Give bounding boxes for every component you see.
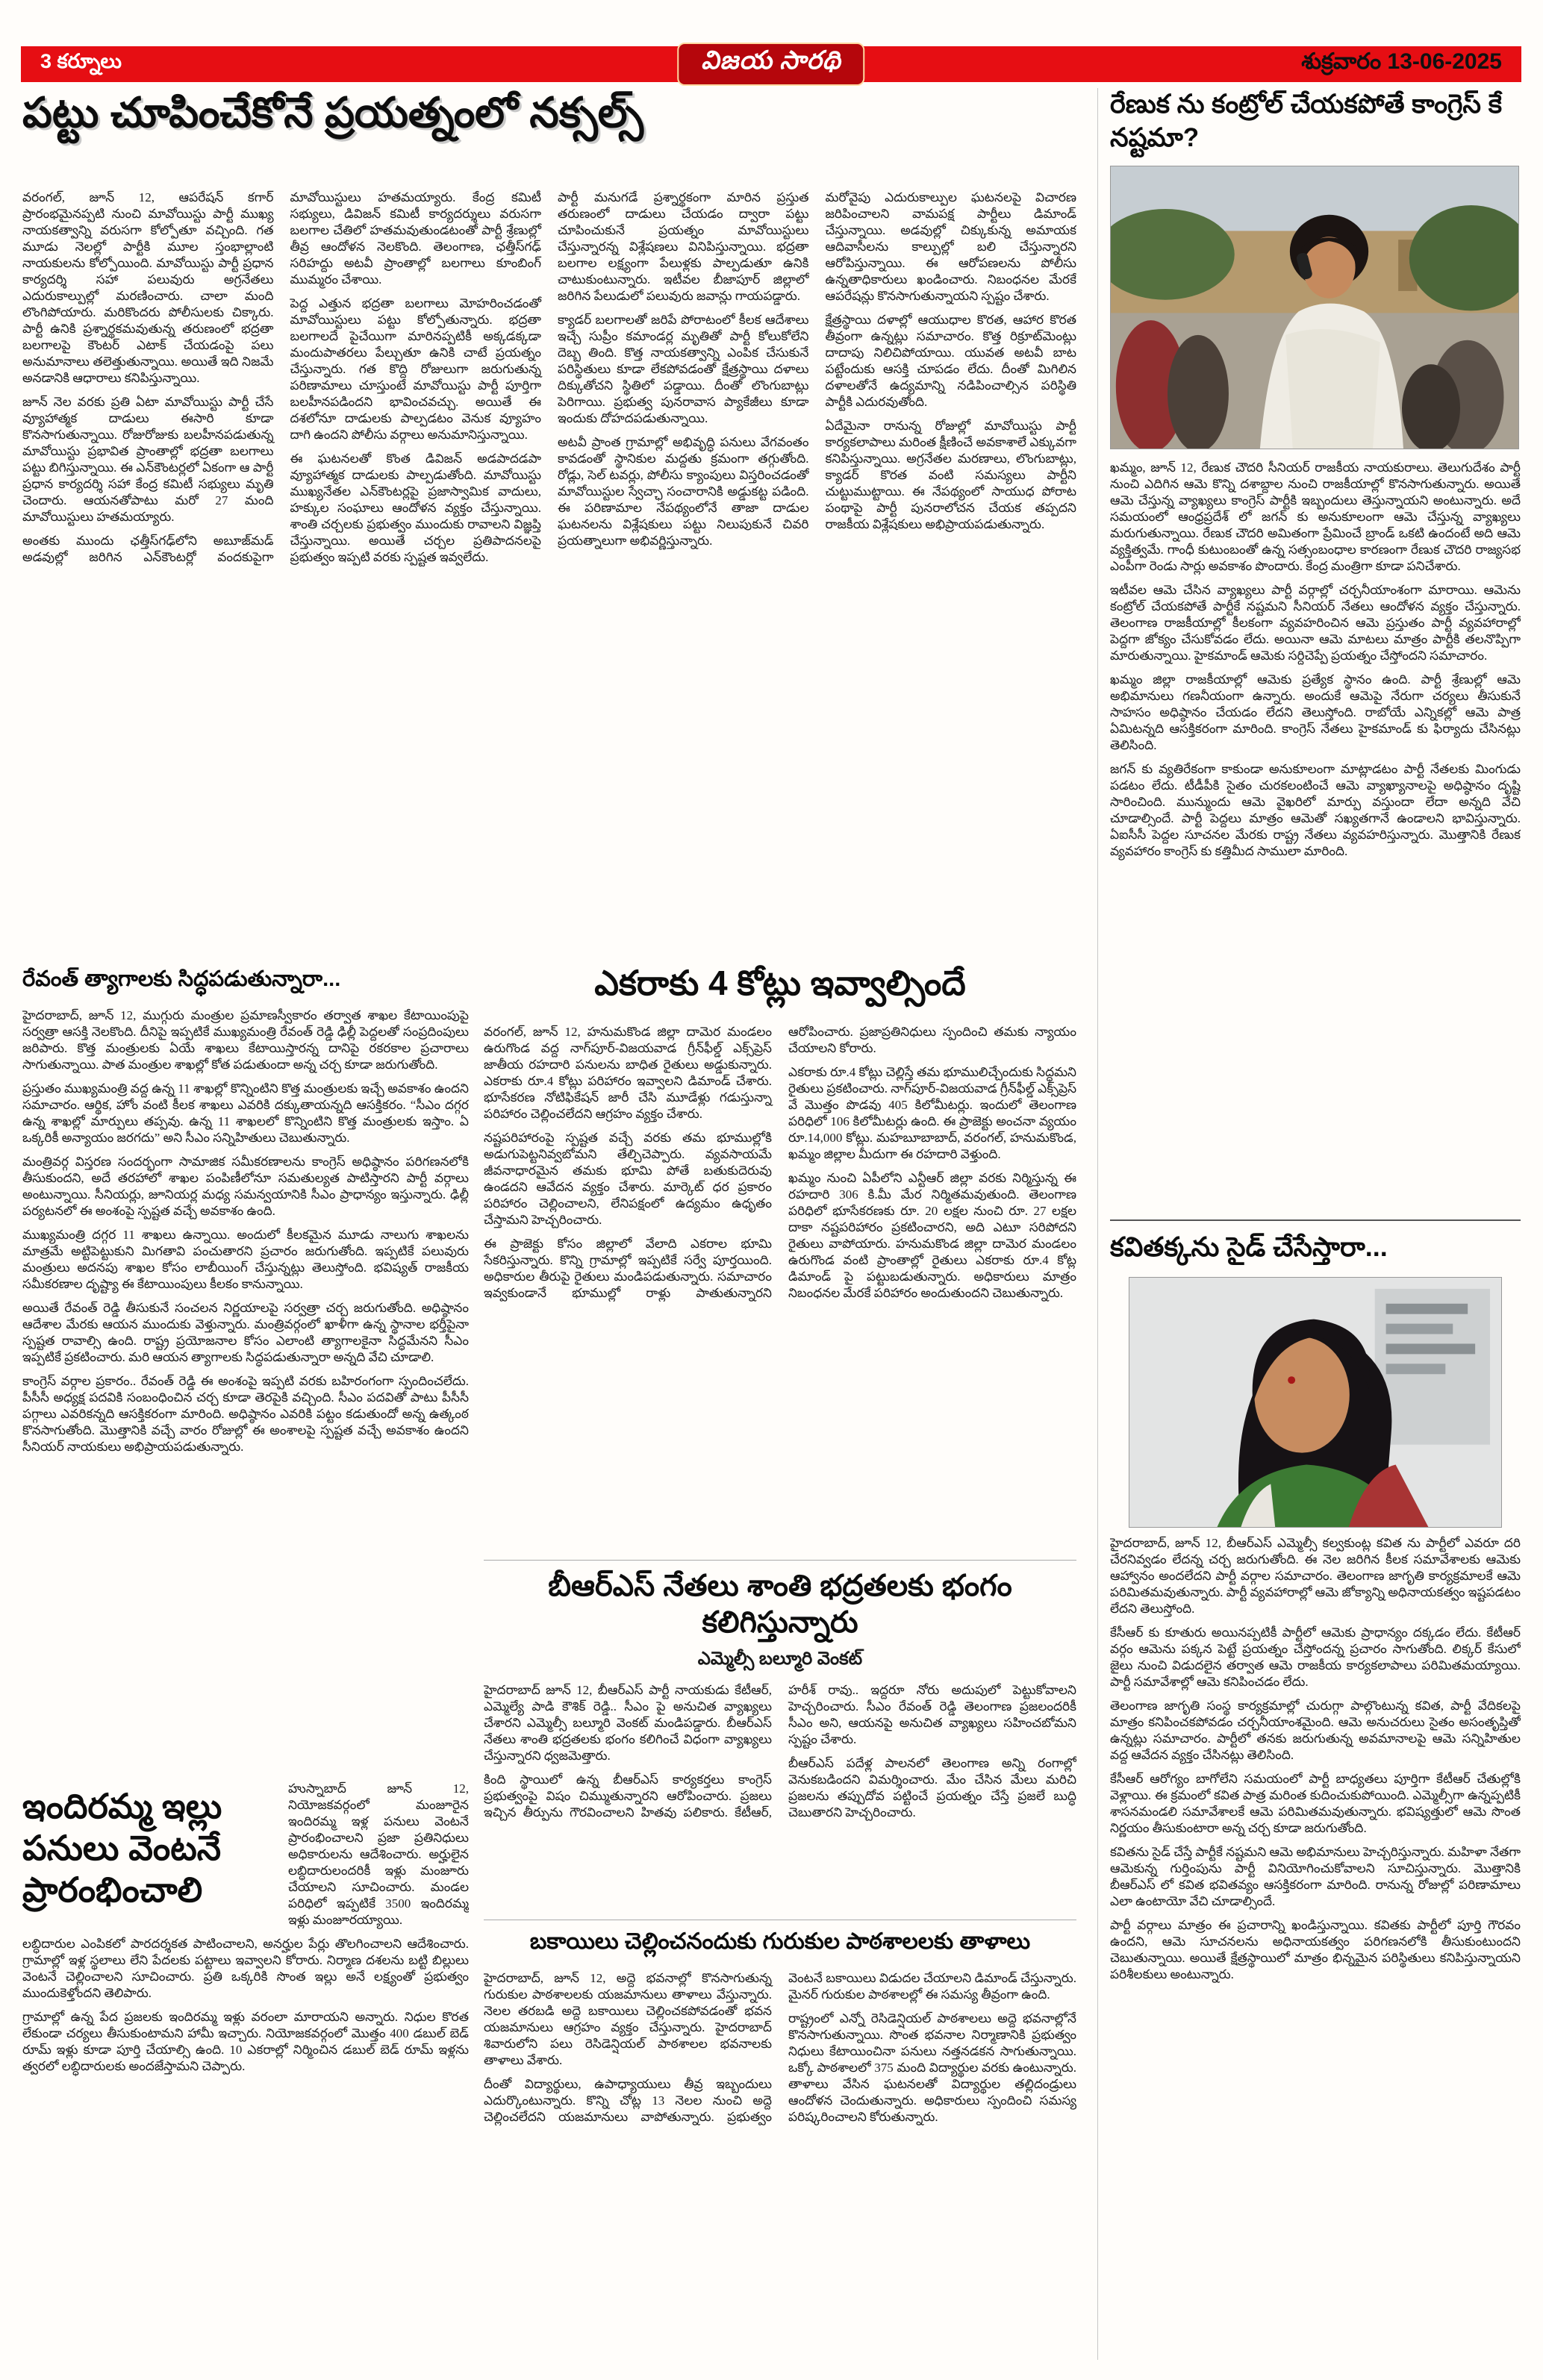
paragraph: హైదరాబాద్, జూన్ 12, ముగ్గురు మంత్రుల ప్రమాణస్వీకారం తర్వాత శాఖల కేటాయింపుపై సర్వత్రా ఆసక్తి నెలకొంది. దీనిపై ఇప్పటికే ముఖ్యమంత్రి రేవంత్ రెడ్డి ఢిల్లీ పెద్దలతో సంప్రదింపులు జరిపారు. కొత్త మంత్రులకు ఏయే శాఖలు కేటాయిస్తారన్న దానిపై రకరకాల ప్రచారాలు సాగుతున్నాయి. పాత మంత్రుల శాఖల్లో కోత పడుతుందా అన్న చర్చ కూడా జరుగుతోంది. xyxy=(22,1008,469,1072)
indiramma-headline: ఇందిరమ్మ ఇల్లు పనులు వెంటనే ప్రారంభించాలి xyxy=(22,1787,222,1910)
paragraph: హైదరాబాద్ జూన్ 12, బీఆర్ఎస్ పార్టీ నాయకుడు కేటీఆర్, ఎమ్మెల్యే పాడి కౌశిక్ రెడ్డి.. సీఎం పై అనుచిత వ్యాఖ్యలు చేశారని ఎమ్మెల్సీ బల్మూరి వెంకట్ మండిపడ్డారు. బీఆర్ఎస్ నేతలు శాంతి భద్రతలకు భంగం కలిగించే విధంగా వ్యాఖ్యలు చేస్తున్నారని ధ్వజమెత్తారు. xyxy=(484,1682,772,1763)
gurukula-article xyxy=(484,1920,1076,2355)
paragraph: కవితను సైడ్ చేస్తే పార్టీకే నష్టమని ఆమె అభిమానులు హెచ్చరిస్తున్నారు. మహిళా నేతగా ఆమెకున్న గుర్తింపును పార్టీ వినియోగించుకోవాలని సూచిస్తున్నారు. మొత్తానికి బీఆర్ఎస్ లో కవిత భవితవ్యం ఆసక్తికరంగా మారింది. రానున్న రోజుల్లో పరిణామాలు ఎలా ఉంటాయో వేచి చూడాల్సిందే. xyxy=(1110,1844,1521,1908)
paragraph: హైదరాబాద్, జూన్ 12, అద్దె భవనాల్లో కొనసాగుతున్న గురుకుల పాఠశాలలకు యజమానులు తాళాలు వేస్తున్నారు. నెలల తరబడి అద్దె బకాయిలు చెల్లించకపోవడంతో భవన యజమానులు ఆగ్రహం వ్యక్తం చేస్తున్నారు. హైదరాబాద్ శివారులోని పలు రెసిడెన్షియల్ పాఠశాలల భవనాలకు తాళాలు వేశారు. xyxy=(484,1971,772,2067)
masthead-bar xyxy=(21,46,1521,82)
paragraph: ఖమ్మం జిల్లా రాజకీయాల్లో ఆమెకు ప్రత్యేక స్థానం ఉంది. పార్టీ శ్రేణుల్లో ఆమె అభిమానులు గణనీయంగా ఉన్నారు. అందుకే ఆమెపై నేరుగా చర్యలు తీసుకునే సాహసం అధిష్ఠానం చేయడం లేదని తెలుస్తోంది. రాబోయే ఎన్నికల్లో ఆమె పాత్ర ఏమిటన్నది ఆసక్తికరంగా మారింది. కాంగ్రెస్ నేతలు హైకమాండ్ కు ఫిర్యాదు చేసినట్లు తెలిసింది. xyxy=(1110,672,1521,752)
paragraph: క్షేత్రస్థాయి దళాల్లో ఆయుధాల కొరత, ఆహార కొరత తీవ్రంగా ఉన్నట్లు సమాచారం. కొత్త రిక్రూట్‌మెంట్లు దాదాపు నిలిచిపోయాయి. యువత అటవీ బాట పట్టేందుకు ఆసక్తి చూపడం లేదు. దీంతో మిగిలిన దళాలతోనే ఉద్యమాన్ని నడిపించాల్సిన పరిస్థితి పార్టీకి ఎదురవుతోంది. xyxy=(825,313,1076,409)
paragraph: కేసీఆర్ ఆరోగ్యం బాగోలేని సమయంలో పార్టీ బాధ్యతలు పూర్తిగా కేటీఆర్ చేతుల్లోకి వెళ్లాయి. ఈ క్రమంలో కవిత పాత్ర మరింత కుదించుకుపోయింది. ఎమ్మెల్సీగా ఉన్నప్పటికీ శాసనమండలి సమావేశాలకే ఆమె పరిమితమవుతున్నారు. భవిష్యత్తులో ఆమె సొంత నిర్ణయం తీసుకుంటారా అన్న చర్చ కూడా జరుగుతోంది. xyxy=(1110,1771,1521,1835)
renuka-article-body xyxy=(1110,460,1521,1208)
right-rail xyxy=(1097,88,1521,2360)
brs-headline: బీఆర్ఎస్ నేతలు శాంతి భద్రతలకు భంగం కలిగిస్తున్నారు xyxy=(548,1570,1012,1639)
paragraph: కింది స్థాయిలో ఉన్న బీఆర్ఎస్ కార్యకర్తలు కాంగ్రెస్ ప్రభుత్వంపై విషం చిమ్ముతున్నారని ఆరోపించారు. ప్రజలు ఇచ్చిన తీర్పును గౌరవించాలని హితవు పలికారు. కేటీఆర్, హరీశ్ రావు.. ఇద్దరూ నోరు అదుపులో పెట్టుకోవాలని హెచ్చరించారు. సీఎం రేవంత్ రెడ్డి తెలంగాణ ప్రజలందరికీ సీఎం అని, ఆయనపై అనుచిత వ్యాఖ్యలు సహించబోమని స్పష్టం చేశారు. xyxy=(484,1682,1076,1820)
paragraph: క్యాడర్ బలగాలతో జరిపే పోరాటంలో కీలక ఆదేశాలు ఇచ్చే సుప్రీం కమాండర్ల మృతితో పార్టీ కోలుకోలేని దెబ్బ తింది. కొత్త నాయకత్వాన్ని ఎంపిక చేసుకునే పరిస్థితులు కూడా లేకపోవడంతో క్షేత్రస్థాయి దళాలు దిక్కుతోచని స్థితిలో పడ్డాయి. దీంతో లొంగుబాట్లు పెరిగాయి. ప్రభుత్వ పునరావాస ప్యాకేజీలు కూడా ఇందుకు దోహదపడుతున్నాయి. xyxy=(558,313,809,425)
paragraph: దీంతో విద్యార్థులు, ఉపాధ్యాయులు తీవ్ర ఇబ్బందులు ఎదుర్కొంటున్నారు. కొన్ని చోట్ల 13 నెలల నుంచి అద్దె చెల్లించలేదని యజమానులు వాపోతున్నారు. ప్రభుత్వం వెంటనే బకాయిలు విడుదల చేయాలని డిమాండ్ చేస్తున్నారు. మైనర్ గురుకుల పాఠశాలల్లో ఈ సమస్య తీవ్రంగా ఉంది. xyxy=(484,1971,1076,2124)
paragraph: మంత్రివర్గ విస్తరణ సందర్భంగా సామాజిక సమీకరణాలను కాంగ్రెస్ అధిష్ఠానం పరిగణనలోకి తీసుకుందని, అదే తరహాలో శాఖల పంపిణీలోనూ సమతుల్యత పాటిస్తారని పార్టీ వర్గాలు అంటున్నాయి. సీనియర్లు, జూనియర్ల మధ్య సమన్వయానికి సీఎం ప్రాధాన్యం ఇస్తున్నారు. ఢిల్లీ పర్యటనలో ఈ అంశంపై స్పష్టత వచ్చే అవకాశం ఉంది. xyxy=(22,1155,469,1218)
ekaraku-article xyxy=(484,963,1076,1548)
gurukula-article-body xyxy=(484,1970,1076,2333)
date-label: శుక్రవారం 13-06-2025 xyxy=(1301,49,1502,74)
masthead-title: విజయ సారథి xyxy=(677,43,864,86)
paragraph: ఖమ్మం, జూన్ 12, రేణుక చౌదరి సీనియర్ రాజకీయ నాయకురాలు. తెలుగుదేశం పార్టీ నుంచి ఎదిగిన ఆమె కొన్ని దశాబ్దాల నుంచి రాజకీయాల్లో కొనసాగుతున్నారు. అయితే ఆమె చేస్తున్న వ్యాఖ్యలు కాంగ్రెస్ పార్టీకి ఇబ్బందులు తెస్తున్నాయని అంటున్నారు. అదే సమయంలో ఆంధ్రప్రదేశ్ లో జగన్ కు అనుకూలంగా ఆమె చేస్తున్న వ్యాఖ్యలు మరుగుతున్నాయి. రేణుక చౌదరి అమితంగా ప్రేమించే బ్రాండ్ ఒకటి ఉందంటే అది ఆమె వ్యక్తిత్వమే. గాంధీ కుటుంబంతో ఉన్న సత్సంబంధాల కారణంగా రేణుక చౌదరి రాజ్యసభ ఎంపీగా రెండు సార్లు అవకాశం పొందారు. కేంద్ర మంత్రిగా కూడా పనిచేశారు. xyxy=(1110,460,1521,573)
paragraph: పార్టీ మనుగడే ప్రశ్నార్థకంగా మారిన ప్రస్తుత తరుణంలో దాడులు చేయడం ద్వారా పట్టు చూపించుకునే ప్రయత్నం మావోయిస్టులు చేస్తున్నారన్న విశ్లేషణలు వినిపిస్తున్నాయి. భద్రతా బలగాల లక్ష్యంగా పేలుళ్లకు పాల్పడుతూ ఉనికి చాటుకుంటున్నారు. ఇటీవల బీజాపూర్ జిల్లాలో జరిగిన పేలుడులో పలువురు జవాన్లు గాయపడ్డారు. xyxy=(558,190,809,303)
kavitha-article-body xyxy=(1110,1535,1521,2296)
renuka-photo-illustration xyxy=(1111,166,1518,449)
paragraph: ఖమ్మం నుంచి ఏపీలోని ఎన్టీఆర్ జిల్లా వరకు నిర్మిస్తున్న ఈ రహదారి 306 కి.మీ మేర నిర్మితమవుతుంది. తెలంగాణ పరిధిలో భూసేకరణకు రూ. 20 లక్షల నుంచి రూ. 27 లక్షల దాకా నష్టపరిహారం ప్రకటించారని, అది ఎటూ సరిపోదని రైతులు వాపోయారు. హనుమకొండ జిల్లా దామెర మండలం ఉరుగొండ వంటి ప్రాంతాల్లో రైతులు ఎకరాకు రూ.4 కోట్ల డిమాండ్ పై పట్టుబడుతున్నారు. అధికారులు మాత్రం నిబంధనల మేరకే పరిహారం అందుతుందని చెబుతున్నారు. xyxy=(788,1171,1076,1300)
paragraph: హైదరాబాద్, జూన్ 12, బీఆర్ఎస్ ఎమ్మెల్సీ కల్వకుంట్ల కవిత ను పార్టీలో ఎవరూ దరి చేరనివ్వడం లేదన్న చర్చ జరుగుతోంది. ఈ నెల జరిగిన కీలక సమావేశాలకు ఆమెకు ఆహ్వానం అందలేదని పార్టీ వర్గాల సమాచారం. తెలంగాణ జాగృతి కార్యక్రమాలకే ఆమె పరిమితమవుతున్నారు. పార్టీ వ్యవహారాల్లో ఆమె జోక్యాన్ని అధినాయకత్వం ఇష్టపడటం లేదని తెలుస్తోంది. xyxy=(1110,1535,1521,1616)
kavitha-photo-illustration xyxy=(1129,1278,1501,1527)
paragraph: పార్టీ వర్గాలు మాత్రం ఈ ప్రచారాన్ని ఖండిస్తున్నాయి. కవితకు పార్టీలో పూర్తి గౌరవం ఉందని, ఆమె సూచనలను అధినాయకత్వం పరిగణనలోకి తీసుకుంటుందని చెబుతున్నాయి. అయితే క్షేత్రస్థాయిలో మాత్రం భిన్నమైన పరిస్థితులు కనిపిస్తున్నాయని పరిశీలకులు అంటున్నారు. xyxy=(1110,1917,1521,1981)
paragraph: ఇటీవల ఆమె చేసిన వ్యాఖ్యలు పార్టీ వర్గాల్లో చర్చనీయాంశంగా మారాయి. ఆమెను కంట్రోల్ చేయకపోతే పార్టీకే నష్టమని సీనియర్ నేతలు ఆందోళన వ్యక్తం చేస్తున్నారు. తెలంగాణ రాజకీయాల్లో కీలకంగా వ్యవహరించిన ఆమె ప్రస్తుతం పార్టీ వ్యవహారాల్లో పెద్దగా జోక్యం చేసుకోవడం లేదు. అయినా ఆమె మాటలు మాత్రం పార్టీకి తలనొప్పిగా మారుతున్నాయి. హైకమాండ్ ఆమెకు సర్దిచెప్పే ప్రయత్నం చేస్తోందని సమాచారం. xyxy=(1110,582,1521,663)
paragraph: అటవీ ప్రాంత గ్రామాల్లో అభివృద్ధి పనులు వేగవంతం కావడంతో స్థానికుల మద్దతు క్రమంగా తగ్గుతోంది. రోడ్లు, సెల్ టవర్లు, పోలీసు క్యాంపులు విస్తరించడంతో మావోయిస్టుల స్వేచ్ఛా సంచారానికి అడ్డుకట్ట పడింది. ఈ పరిణామాల నేపథ్యంలోనే తాజా దాడుల ఘటనలను విశ్లేషకులు పట్టు నిలుపుకునే చివరి ప్రయత్నాలుగా అభివర్ణిస్తున్నారు. xyxy=(558,435,809,548)
paragraph: ఈ ప్రాజెక్టు కోసం జిల్లాలో వేలాది ఎకరాల భూమి సేకరిస్తున్నారు. కొన్ని గ్రామాల్లో ఇప్పటికే సర్వే పూర్తయింది. అధికారుల తీరుపై రైతులు మండిపడుతున్నారు. సమాచారం ఇవ్వకుండానే భూముల్లో రాళ్లు పాతుతున్నారని ఆరోపించారు. ప్రజాప్రతినిధులు స్పందించి తమకు న్యాయం చేయాలని కోరారు. xyxy=(484,1025,1076,1300)
paragraph: ఎకరాకు రూ.4 కోట్లు చెల్లిస్తే తమ భూములిచ్చేందుకు సిద్ధమని రైతులు ప్రకటించారు. నాగ్‌పూర్-విజయవాడ గ్రీన్‌ఫీల్డ్ ఎక్స్‌ప్రెస్ వే మొత్తం పొడవు 405 కిలోమీటర్లు. ఇందులో తెలంగాణ పరిధిలో 106 కిలోమీటర్లు ఉంది. ఈ ప్రాజెక్టు అంచనా వ్యయం రూ.14,000 కోట్లు. మహబూబాబాద్, వరంగల్, హనుమకొండ, ఖమ్మం జిల్లాల మీదుగా ఈ రహదారి వెళ్తుంది. xyxy=(788,1065,1076,1161)
paragraph: అయితే రేవంత్ రెడ్డి తీసుకునే సంచలన నిర్ణయాలపై సర్వత్రా చర్చ జరుగుతోంది. అధిష్ఠానం ఆదేశాల మేరకు ఆయన ముందుకు వెళ్తున్నారు. మంత్రివర్గంలో ఖాళీగా ఉన్న స్థానాల భర్తీపైనా స్పష్టత రావాల్సి ఉంది. రాష్ట్ర ప్రయోజనాల కోసం ఎలాంటి త్యాగాలకైనా సిద్ధమేనని సీఎం ఇప్పటికే ప్రకటించారు. మరి ఆయన త్యాగాలకు సిద్ధపడుతున్నారా అన్నది వేచి చూడాలి. xyxy=(22,1301,469,1364)
page-edition-label: 3 కర్నూలు xyxy=(40,50,122,72)
paragraph: మరోవైపు ఎదురుకాల్పుల ఘటనలపై విచారణ జరిపించాలని వామపక్ష పార్టీలు డిమాండ్ చేస్తున్నాయి. అడవుల్లో చిక్కుకున్న అమాయక ఆదివాసీలను కాల్పుల్లో బలి చేస్తున్నారని ఆరోపిస్తున్నాయి. ఈ ఆరోపణలను పోలీసు ఉన్నతాధికారులు ఖండించారు. నిబంధనల మేరకే ఆపరేషన్లు కొనసాగుతున్నాయని స్పష్టం చేశారు. xyxy=(825,190,1076,303)
revanth-article-body xyxy=(22,1008,469,1455)
paragraph: హుస్నాబాద్ జూన్ 12, నియోజకవర్గంలో మంజూరైన ఇందిరమ్మ ఇళ్ల పనులు వెంటనే ప్రారంభించాలని ప్రజా ప్రతినిధులు అధికారులను ఆదేశించారు. అర్హులైన లబ్ధిదారులందరికీ ఇళ్లు మంజూరు చేయాలని సూచించారు. మండల పరిధిలో ఇప్పటికే 3500 ఇందిరమ్మ ఇళ్లు మంజూరయ్యాయి. xyxy=(288,1781,469,1927)
paragraph: పెద్ద ఎత్తున భద్రతా బలగాలు మోహరించడంతో మావోయిస్టులు పట్టు కోల్పోతున్నారు. భద్రతా బలగాలదే పైచేయిగా మారినప్పటికీ అక్కడక్కడా మందుపాతరలు పేల్చుతూ ఉనికి చాటే ప్రయత్నం చేస్తున్నారు. గత కొద్ది రోజులుగా జరుగుతున్న పరిణామాలు చూస్తుంటే మావోయిస్టు పార్టీ పూర్తిగా బలహీనపడిందని భావించవచ్చు. అయితే ఈ దశలోనూ దాడులకు పాల్పడటం వెనుక వ్యూహం దాగి ఉందని పోలీసు వర్గాలు అనుమానిస్తున్నాయి. xyxy=(290,296,541,442)
paragraph: ఏదేమైనా రానున్న రోజుల్లో మావోయిస్టు పార్టీ కార్యకలాపాలు మరింత క్షీణించే అవకాశాలే ఎక్కువగా కనిపిస్తున్నాయి. అగ్రనేతల మరణాలు, లొంగుబాట్లు, క్యాడర్ కొరత వంటి సమస్యలు పార్టీని చుట్టుముట్టాయి. ఈ నేపథ్యంలో సాయుధ పోరాట పంథాపై పార్టీ పునరాలోచన చేయక తప్పదని రాజకీయ విశ్లేషకులు అభిప్రాయపడుతున్నారు. xyxy=(825,419,1076,531)
brs-byline: ఎమ్మెల్సీ బల్మూరి వెంకట్ xyxy=(697,1648,863,1669)
paragraph: నష్టపరిహారంపై స్పష్టత వచ్చే వరకు తమ భూముల్లోకి అడుగుపెట్టనివ్వబోమని తేల్చిచెప్పారు. వ్యవసాయమే జీవనాధారమైన తమకు భూమి పోతే బతుకుదెరువు ఉండదని ఆవేదన వ్యక్తం చేశారు. మార్కెట్ ధర ప్రకారం పరిహారం చెల్లించాలని, లేనిపక్షంలో ఉద్యమం ఉధృతం చేస్తామని హెచ్చరించారు. xyxy=(484,1131,772,1227)
renuka-headline: రేణుక ను కంట్రోల్ చేయకపోతే కాంగ్రెస్ కే నష్టమా? xyxy=(1110,90,1502,152)
paragraph: కాంగ్రెస్ వర్గాల ప్రకారం.. రేవంత్ రెడ్డి ఈ అంశంపై ఇప్పటి వరకు బహిరంగంగా స్పందించలేదు. పీసీసీ అధ్యక్ష పదవికి సంబంధించిన చర్చ కూడా తెరపైకి వచ్చింది. సీఎం పదవితో పాటు పీసీసీ పగ్గాలు ఎవరికన్నది ఆసక్తికరంగా మారింది. అధిష్ఠానం ఎవరికి పట్టం కడుతుందో అన్న ఉత్కంఠ కొనసాగుతోంది. మొత్తానికి వచ్చే వారం రోజుల్లో ఈ అంశాలపై స్పష్టత వచ్చే అవకాశం ఉందని సీనియర్ నాయకులు అభిప్రాయపడుతున్నారు. xyxy=(22,1374,469,1454)
indiramma-article xyxy=(22,1781,469,2357)
paragraph: ప్రస్తుతం ముఖ్యమంత్రి వద్ద ఉన్న 11 శాఖల్లో కొన్నింటిని కొత్త మంత్రులకు ఇచ్చే అవకాశం ఉందని సమాచారం. ఆర్థిక, హోం వంటి కీలక శాఖలు ఎవరికి దక్కుతాయన్నది ఆసక్తికరం. “సీఎం దగ్గర ఉన్న శాఖల్లో మార్పులు తప్పవు. ఉన్న 11 శాఖలలో కొన్నింటిని కొత్త మంత్రులకు ఇస్తాం. ఏ ఒక్కరికీ అన్యాయం జరగదు” అని సీఎం సన్నిహితులు చెబుతున్నారు. xyxy=(22,1081,469,1145)
gurukula-headline: బకాయిలు చెల్లించనందుకు గురుకుల పాఠశాలలకు తాళాలు xyxy=(529,1929,1031,1954)
paragraph: కేసీఆర్ కు కూతురు అయినప్పటికీ పార్టీలో ఆమెకు ప్రాధాన్యం దక్కడం లేదు. కేటీఆర్ వర్గం ఆమెను పక్కన పెట్టే ప్రయత్నం చేస్తోందన్న ప్రచారం సాగుతోంది. లిక్కర్ కేసులో జైలు నుంచి విడుదలైన తర్వాత ఆమె రాజకీయ కార్యకలాపాలు పరిమితమయ్యాయి. పార్టీ సమావేశాల్లో ఆమె కనిపించడం లేదు. xyxy=(1110,1625,1521,1689)
revanth-headline: రేవంత్ త్యాగాలకు సిద్ధపడుతున్నారా... xyxy=(22,967,341,991)
brs-article-body xyxy=(484,1682,1076,1900)
paragraph: ఈ ఘటనలతో కొంత డివిజన్ అడపాదడపా వ్యూహాత్మక దాడులకు పాల్పడుతోంది. మావోయిస్టు ముఖ్యనేతల ఎన్‌కౌంటర్లపై ప్రజాస్వామిక వాదులు, హక్కుల సంఘాలు ఆందోళన వ్యక్తం చేస్తున్నాయి. శాంతి చర్చలకు ప్రభుత్వం ముందుకు రావాలని విజ్ఞప్తి చేస్తున్నాయి. అయితే చర్చల ప్రతిపాదనలపై ప్రభుత్వం ఇప్పటి వరకు స్పష్టత ఇవ్వలేదు. xyxy=(290,452,541,564)
brs-article xyxy=(484,1560,1076,1911)
paragraph: గ్రామాల్లో ఉన్న పేద ప్రజలకు ఇందిరమ్మ ఇళ్లు వరంలా మారాయని అన్నారు. నిధుల కొరత లేకుండా చర్యలు తీసుకుంటామని హామీ ఇచ్చారు. నియోజకవర్గంలో మొత్తం 400 డబుల్ బెడ్ రూమ్ ఇళ్లు కూడా పూర్తి చేయాల్సి ఉంది. 10 ఎకరాల్లో నిర్మించిన డబుల్ బెడ్ రూమ్ ఇళ్లను త్వరలో లబ్ధిదారులకు అందజేస్తామని చెప్పారు. xyxy=(22,2010,469,2073)
paragraph: రాష్ట్రంలో ఎన్నో రెసిడెన్షియల్ పాఠశాలలు అద్దె భవనాల్లోనే కొనసాగుతున్నాయి. సొంత భవనాల నిర్మాణానికి ప్రభుత్వం నిధులు కేటాయించినా పనులు నత్తనడకన సాగుతున్నాయి. ఒక్కో పాఠశాలలో 375 మంది విద్యార్థుల వరకు ఉంటున్నారు. తాళాలు వేసిన ఘటనలతో విద్యార్థుల తల్లిదండ్రులు ఆందోళన చెందుతున్నారు. అధికారులు స్పందించి సమస్య పరిష్కరించాలని కోరుతున్నారు. xyxy=(788,2011,1076,2124)
paragraph: వరంగల్, జూన్ 12, హనుమకొండ జిల్లా దామెర మండలం ఉరుగొండ వద్ద నాగ్‌పూర్-విజయవాడ గ్రీన్‌ఫీల్డ్ ఎక్స్‌ప్రెస్ జాతీయ రహదారి పనులను బాధిత రైతులు అడ్డుకున్నారు. ఎకరాకు రూ.4 కోట్లు పరిహారం ఇవ్వాలని డిమాండ్ చేశారు. భూసేకరణ నోటిఫికేషన్ జారీ చేసి మూడేళ్లు గడుస్తున్నా పరిహారం చెల్లించలేదని ఆగ్రహం వ్యక్తం చేశారు. xyxy=(484,1025,772,1121)
lead-headline: పట్టు చూపించేకోనే ప్రయత్నంలో నక్సల్స్ xyxy=(22,90,644,136)
paragraph: జగన్ కు వ్యతిరేకంగా కాకుండా అనుకూలంగా మాట్లాడటం పార్టీ నేతలకు మింగుడు పడటం లేదు. టీడీపీకి సైతం చురకలంటించే ఆమె వ్యాఖ్యానాలపై అధిష్ఠానం దృష్టి సారించింది. మున్ముందు ఆమె వైఖరిలో మార్పు వస్తుందా లేదా అన్నది వేచి చూడాల్సిందే. పార్టీ పెద్దలు మాత్రం ఆమెతో సఖ్యతగానే ఉండాలని భావిస్తున్నారు. ఏఐసీసీ పెద్దల సూచనల మేరకు రాష్ట్ర నేతలు వ్యవహరిస్తున్నారు. మొత్తానికి రేణుక వ్యవహారం కాంగ్రెస్ కు కత్తిమీద సాములా మారింది. xyxy=(1110,761,1521,858)
paragraph: వరంగల్, జూన్ 12, ఆపరేషన్ కగార్ ప్రారంభమైనప్పటి నుంచి మావోయిస్టు పార్టీ ముఖ్య నాయకత్వాన్ని వరుసగా కోల్పోతూ వచ్చింది. గత మూడు నెలల్లో పార్టీకి మూల స్తంభాల్లాంటి నాయకులను కోల్పోయింది. మావోయిస్టు పార్టీ ప్రధాన కార్యదర్శి సహా పలువురు అగ్రనేతలు ఎదురుకాల్పుల్లో మరణించారు. చాలా మంది లొంగిపోయారు. మరికొందరు పోలీసులకు చిక్కారు. పార్టీ ఉనికి ప్రశ్నార్థకమవుతున్న తరుణంలో భద్రతా బలగాలపై కౌంటర్ ఎటాక్ చేయడంపై పలు అనుమానాలు తలెత్తుతున్నాయి. అయితే ఇది నిజమే అనడానికి ఆధారాలు కనిపిస్తున్నాయి. xyxy=(22,190,274,385)
paragraph: బీఆర్ఎస్ పదేళ్ల పాలనలో తెలంగాణ అన్ని రంగాల్లో వెనుకబడిందని విమర్శించారు. మేం చేసిన మేలు మరిచి ప్రజలను తప్పుదోవ పట్టించే ప్రయత్నం చేస్తే ప్రజలే బుద్ధి చెబుతారని హెచ్చరించారు. xyxy=(788,1755,1076,1820)
paragraph: జూన్ నెల వరకు ప్రతి ఏటా మావోయిస్టు పార్టీ చేసే వ్యూహాత్మక దాడులు ఈసారి కూడా కొనసాగుతున్నాయి. రోజురోజుకు బలహీనపడుతున్న మావోయిస్టు ప్రభావిత ప్రాంతాల్లో భద్రతా బలగాలు పట్టు బిగిస్తున్నాయి. ఈ ఎన్‌కౌంటర్లలో ఏకంగా ఆ పార్టీ ప్రధాన కార్యదర్శి సహా కేంద్ర కమిటీ సభ్యులు మృతి చెందారు. ఆయనతోపాటు మరో 27 మంది మావోయిస్టులు హతమయ్యారు. xyxy=(22,395,274,524)
revanth-article xyxy=(22,967,469,1761)
paragraph: లబ్ధిదారుల ఎంపికలో పారదర్శకత పాటించాలని, అనర్హుల పేర్లు తొలగించాలని ఆదేశించారు. గ్రామాల్లో ఇళ్ల స్థలాలు లేని పేదలకు పట్టాలు ఇవ్వాలని కోరారు. నిర్మాణ దశలను బట్టి బిల్లులు వెంటనే చెల్లించాలని సూచించారు. ప్రతి ఒక్కరికి సొంత ఇల్లు అనే లక్ష్యంతో ప్రభుత్వం ముందుకెళ్తోందని తెలిపారు. xyxy=(22,1937,469,2000)
ekaraku-headline: ఎకరాకు 4 కోట్లు ఇవ్వాల్సిందే xyxy=(594,963,966,1002)
kavitha-photo xyxy=(1129,1277,1502,1528)
paragraph: అంతకు ముందు ఛత్తీస్‌గఢ్‌లోని అబూజ్‌మడ్ అడవుల్లో జరిగిన ఎన్‌కౌంటర్లో వందకుపైగా మావోయిస్టులు హతమయ్యారు. కేంద్ర కమిటీ సభ్యులు, డివిజన్ కమిటీ కార్యదర్శులు వరుసగా బలగాల చేతిలో హతమవుతుండటంతో పార్టీ శ్రేణుల్లో తీవ్ర ఆందోళన నెలకొంది. తెలంగాణ, ఛత్తీస్‌గఢ్ సరిహద్దు అటవీ ప్రాంతాల్లో బలగాలు కూంబింగ్ ముమ్మరం చేశాయి. xyxy=(22,190,541,564)
paragraph: తెలంగాణ జాగృతి సంస్థ కార్యక్రమాల్లో చురుగ్గా పాల్గొంటున్న కవిత, పార్టీ వేదికలపై మాత్రం కనిపించకపోవడం చర్చనీయాంశమైంది. ఆమె అనుచరులు సైతం అసంతృప్తితో ఉన్నట్లు సమాచారం. పార్టీలో తనకు జరుగుతున్న అవమానాలపై ఆమె సన్నిహితుల వద్ద ఆవేదన వ్యక్తం చేసినట్లు తెలిసింది. xyxy=(1110,1698,1521,1762)
ekaraku-article-body xyxy=(484,1024,1076,1542)
paragraph: ముఖ్యమంత్రి దగ్గర 11 శాఖలు ఉన్నాయి. అందులో కీలకమైన మూడు నాలుగు శాఖలను మాత్రమే అట్టిపెట్టుకుని మిగతావి పంచుతారని ప్రచారం జరుగుతోంది. ఇప్పటికే పలువురు మంత్రులు అదనపు శాఖల కోసం లాబీయింగ్ చేస్తున్నట్లు తెలుస్తోంది. భవిష్యత్ రాజకీయ సమీకరణాల దృష్ట్యా ఈ కేటాయింపులు కీలకం కానున్నాయి. xyxy=(22,1228,469,1291)
lead-article-body xyxy=(22,190,1076,960)
kavitha-headline: కవితక్కను సైడ్ చేసేస్తారా... xyxy=(1110,1219,1521,1269)
renuka-photo xyxy=(1110,166,1519,449)
